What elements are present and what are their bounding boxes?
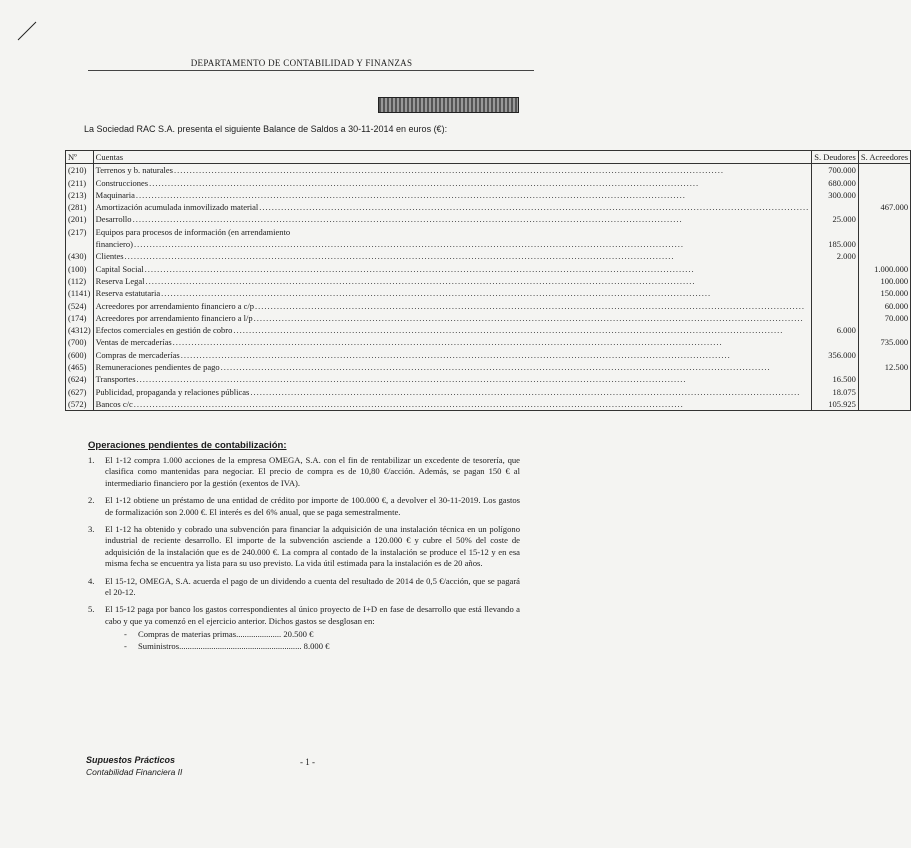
account-name-line: [96, 250, 810, 262]
account-name-cell: [93, 250, 812, 262]
balance-table: [65, 150, 911, 411]
balance-row: [66, 275, 911, 287]
account-number: (572): [66, 398, 94, 411]
debit-amount: [812, 300, 859, 312]
operation-text: El 1-12 obtiene un préstamo de una entidad de crédito por importe de 100.000 €, a devolver el 30-11-2019. Los gastos de formalización son 2.000 €. El interés es del 6% anual, que se paga semestralmente.: [105, 495, 520, 517]
operation-number: 1.: [88, 455, 95, 465]
footer-title: Supuestos Prácticos: [86, 755, 176, 765]
operations-title: Operaciones pendientes de contabilización:: [88, 440, 287, 451]
operation-text: El 15-12, OMEGA, S.A. acuerda el pago de un dividendo a cuenta del resultado de 2014 de 0,5 €/acción, que se pagará el 20-12.: [105, 575, 520, 598]
credit-amount: 735.000: [858, 336, 910, 348]
account-number: [66, 238, 94, 250]
debit-amount: [812, 201, 859, 213]
account-name-line: [96, 201, 810, 213]
account-name-cell: [93, 398, 812, 411]
account-name-line: [96, 213, 810, 225]
account-number: (430): [66, 250, 94, 262]
expense-subitem: [88, 641, 520, 652]
operation-text: El 15-12 paga por banco los gastos correspondientes al único proyecto de I+D en fase de desarrollo que está llevando a cabo y que ya comenzó en el ejercicio anterior. Dichos gastos se desglosan en:: [105, 604, 520, 626]
debit-amount: 6.000: [812, 324, 859, 336]
balance-row: [66, 250, 911, 262]
balance-row: [66, 398, 911, 411]
balance-header-row: [66, 151, 911, 164]
account-number: (524): [66, 300, 94, 312]
footer-subtitle: Contabilidad Financiera II: [86, 767, 183, 777]
account-name-cell: [93, 275, 812, 287]
balance-row: [66, 226, 911, 238]
balance-row: [66, 324, 911, 336]
debit-amount: [812, 336, 859, 348]
debit-amount: 185.000: [812, 238, 859, 250]
credit-amount: [858, 324, 910, 336]
balance-row: [66, 189, 911, 201]
credit-amount: [858, 349, 910, 361]
account-name: Reserva Legal: [95, 275, 145, 286]
account-number: (210): [66, 164, 94, 177]
debit-amount: 105.925: [812, 398, 859, 411]
balance-row: [66, 312, 911, 324]
balance-row: [66, 238, 911, 250]
credit-amount: [858, 238, 910, 250]
subitem-text: Suministros......................................................... 8.000 €: [138, 640, 330, 651]
account-number: (211): [66, 177, 94, 189]
account-number: (217): [66, 226, 94, 238]
account-name: Acreedores por arrendamiento financiero a c/p: [95, 300, 255, 311]
account-name: Amortización acumulada inmovilizado material: [95, 202, 259, 213]
operation-number: 4.: [88, 575, 95, 586]
account-name-cell: [93, 287, 812, 299]
balance-row: [66, 349, 911, 361]
account-name: Publicidad, propaganda y relaciones públicas: [95, 386, 250, 397]
account-name-line: [96, 324, 810, 336]
debit-amount: 356.000: [812, 349, 859, 361]
account-name-cell: [93, 164, 812, 177]
account-name: Acreedores por arrendamiento financiero a l/p: [95, 312, 253, 323]
account-name: financiero): [95, 239, 133, 250]
account-name-line: [96, 263, 810, 275]
account-name-cell: [93, 312, 812, 324]
account-name-line: [96, 336, 810, 348]
account-name-line: [96, 300, 810, 312]
account-name-cell: [93, 213, 812, 225]
debit-amount: 18.075: [812, 386, 859, 398]
debit-amount: [812, 275, 859, 287]
account-name: Transportes: [95, 374, 136, 385]
operation-number: 2.: [88, 495, 95, 506]
operation-item: [88, 455, 520, 489]
balance-row: [66, 263, 911, 275]
account-number: (4312): [66, 324, 94, 336]
header-acreedores: S. Acreedores: [858, 151, 910, 164]
pen-stroke-mark: [16, 20, 38, 42]
credit-amount: [858, 250, 910, 262]
account-name-line: [96, 373, 810, 385]
account-name: Compras de mercaderías: [95, 349, 180, 360]
debit-amount: 25.000: [812, 213, 859, 225]
account-name: Clientes: [95, 251, 124, 262]
debit-amount: [812, 263, 859, 275]
account-name-line: [96, 275, 810, 287]
account-name-line: [96, 226, 810, 238]
account-number: (174): [66, 312, 94, 324]
account-name-cell: [93, 226, 812, 238]
account-number: (213): [66, 189, 94, 201]
account-name: Bancos c/c: [95, 398, 133, 409]
account-name: Ventas de mercaderías: [95, 337, 172, 348]
credit-amount: [858, 164, 910, 177]
account-name-cell: [93, 263, 812, 275]
credit-amount: 467.000: [858, 201, 910, 213]
operation-text: El 1-12 compra 1.000 acciones de la empresa OMEGA, S.A. con el fin de rentabilizar un excedente de tesorería, que clasifica como mantenidas para negociar. El precio de compra es de 10,80 €/acción. Además, se pagan 150 € al intermediario financiero por la gestión (exentos de IVA).: [105, 455, 520, 488]
account-number: (281): [66, 201, 94, 213]
intro-text: La Sociedad RAC S.A. presenta el siguiente Balance de Saldos a 30-11-2014 en euros (€):: [84, 124, 448, 134]
department-header: DEPARTAMENTO DE CONTABILIDAD Y FINANZAS: [190, 58, 413, 68]
account-name-cell: [93, 373, 812, 385]
account-name-line: [96, 177, 810, 189]
credit-amount: 70.000: [858, 312, 910, 324]
credit-amount: 100.000: [858, 275, 910, 287]
operations-list: [88, 455, 520, 652]
balance-row: [66, 373, 911, 385]
account-name-cell: [93, 189, 812, 201]
operation-number: 3.: [88, 524, 95, 535]
account-number: (624): [66, 373, 94, 385]
account-name: Reserva estatutaria: [95, 288, 161, 299]
balance-row: [66, 287, 911, 299]
account-name-cell: [93, 177, 812, 189]
debit-amount: 300.000: [812, 189, 859, 201]
header-rule: [88, 70, 534, 71]
credit-amount: 150.000: [858, 287, 910, 299]
credit-amount: [858, 386, 910, 398]
debit-amount: 700.000: [812, 164, 859, 177]
redacted-exercise-label: [378, 97, 519, 113]
balance-row: [66, 336, 911, 348]
account-name-cell: [93, 238, 812, 250]
account-number: (600): [66, 349, 94, 361]
balance-row: [66, 213, 911, 225]
debit-amount: 2.000: [812, 250, 859, 262]
account-number: (100): [66, 263, 94, 275]
operation-item: [88, 604, 520, 627]
header-cuentas: Cuentas: [93, 151, 812, 164]
account-name-cell: [93, 336, 812, 348]
balance-body: [66, 164, 911, 411]
account-name: Construcciones: [95, 177, 149, 188]
balance-row: [66, 361, 911, 373]
debit-amount: 680.000: [812, 177, 859, 189]
account-name-line: [96, 164, 810, 176]
account-name-cell: [93, 386, 812, 398]
operation-item: [88, 524, 520, 570]
account-name-line: [96, 287, 810, 299]
account-name-cell: [93, 361, 812, 373]
credit-amount: [858, 373, 910, 385]
debit-amount: [812, 361, 859, 373]
credit-amount: 60.000: [858, 300, 910, 312]
subitem-dash: -: [124, 629, 127, 640]
expense-subitem: [88, 629, 520, 640]
account-name-line: [96, 312, 810, 324]
credit-amount: 1.000.000: [858, 263, 910, 275]
operation-item: [88, 495, 520, 518]
credit-amount: [858, 189, 910, 201]
account-number: (201): [66, 213, 94, 225]
account-number: (700): [66, 336, 94, 348]
debit-amount: [812, 312, 859, 324]
account-name-line: [96, 238, 810, 250]
account-name-line: [96, 386, 810, 398]
account-name-cell: [93, 300, 812, 312]
account-name-cell: [93, 201, 812, 213]
operation-item: [88, 576, 520, 599]
credit-amount: [858, 177, 910, 189]
account-name: Remuneraciones pendientes de pago: [95, 362, 220, 373]
account-name: Equipos para procesos de información (en arrendamiento: [95, 226, 291, 237]
debit-amount: [812, 226, 859, 238]
account-name-line: [96, 361, 810, 373]
account-name: Maquinaria: [95, 189, 135, 200]
balance-row: [66, 300, 911, 312]
balance-row: [66, 177, 911, 189]
account-name-cell: [93, 349, 812, 361]
credit-amount: [858, 213, 910, 225]
account-name-line: [96, 349, 810, 361]
account-name: Efectos comerciales en gestión de cobro: [95, 325, 233, 336]
operation-number: 5.: [88, 604, 95, 615]
header-num: Nº: [66, 151, 94, 164]
account-number: (1141): [66, 287, 94, 299]
subitem-text: Compras de materias primas..................... 20.500 €: [138, 629, 314, 640]
debit-amount: 16.500: [812, 373, 859, 385]
credit-amount: [858, 398, 910, 411]
balance-row: [66, 201, 911, 213]
account-number: (112): [66, 275, 94, 287]
account-name: Desarrollo: [95, 214, 132, 225]
balance-row: [66, 386, 911, 398]
credit-amount: 12.500: [858, 361, 910, 373]
page-number: - 1 -: [300, 757, 315, 767]
header-deudores: S. Deudores: [812, 151, 859, 164]
account-name-cell: [93, 324, 812, 336]
debit-amount: [812, 287, 859, 299]
subitem-dash: -: [124, 640, 127, 651]
credit-amount: [858, 226, 910, 238]
account-name: Terrenos y b. naturales: [95, 165, 173, 176]
account-number: (627): [66, 386, 94, 398]
account-name: Capital Social: [95, 263, 144, 274]
account-name-line: [96, 398, 810, 410]
balance-row: [66, 164, 911, 177]
operation-text: El 1-12 ha obtenido y cobrado una subvención para financiar la adquisición de una instalación técnica en un polígono industrial de reciente desarrollo. El importe de la subvención asciende a 120.000 € y cubre el 50% del coste de adquisición de la instalación que es de 240.000 €. La compra al contado de la instalación se produce el 15-12 y en esa misma fecha se encuentra ya lista para su uso previsto. La vida útil estimada para la instalación es de 20 años.: [105, 524, 520, 569]
account-number: (465): [66, 361, 94, 373]
account-name-line: [96, 189, 810, 201]
